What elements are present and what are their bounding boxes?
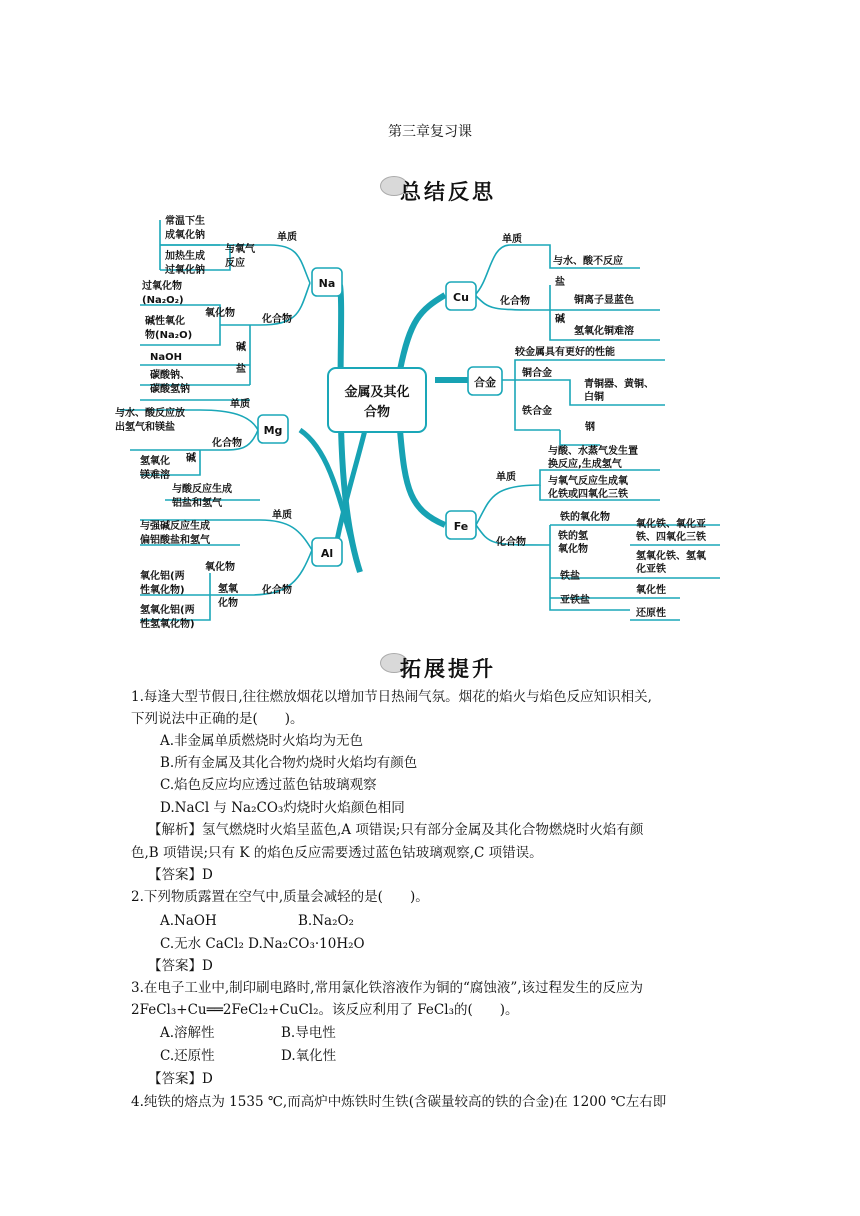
q2-option-a: A.NaOH [160, 913, 217, 929]
q3-option-c: C.还原性 [160, 1048, 215, 1064]
na-jianxing-1: 碱性氧化 [145, 316, 185, 327]
na-yan: 盐 [236, 364, 246, 375]
na-changwen-2: 成氧化钠 [165, 230, 205, 241]
center-node [328, 368, 426, 432]
q3-line2: 2FeCl₃+Cu══2FeCl₂+CuCl₂。该反应利用了 FeCl₃的( )。 [131, 1002, 519, 1018]
q1-answer: 【答案】D [148, 867, 213, 883]
mg-qing-1: 氢氧化 [140, 456, 170, 467]
q3-option-d: D.氧化性 [281, 1048, 337, 1064]
alloy-cu: 铜合金 [522, 368, 552, 379]
al-base-1: 与强碱反应生成 [140, 521, 210, 532]
hub-alloy-label: 合金 [474, 376, 496, 389]
page-title: 第三章复习课 [388, 124, 472, 140]
fe-yatieyan: 亚铁盐 [560, 595, 590, 606]
al-huahewu: 化合物 [262, 585, 292, 596]
hub-fe-label: Fe [453, 520, 469, 533]
hub-mg-label: Mg [263, 424, 283, 437]
fe-danzhi: 单质 [496, 472, 516, 483]
fe-hydroxides-list-1: 氢氧化铁、氢氧 [636, 551, 706, 562]
al-acid-1: 与酸反应生成 [172, 484, 232, 495]
hub-cu-label: Cu [453, 291, 469, 304]
mg-react-1: 与水、酸反应放 [115, 408, 185, 419]
fe-oxides-list-1: 氧化铁、氧化亚 [636, 519, 706, 530]
na-yuyangqi-1: 与氧气 [225, 244, 255, 255]
mg-huahewu: 化合物 [212, 438, 242, 449]
fe-water-1: 与酸、水蒸气发生置 [548, 446, 638, 457]
na-changwen-1: 常温下生 [165, 216, 205, 227]
al-oxide-2: 性氧化物) [140, 585, 185, 596]
q2-option-cd: C.无水 CaCl₂ D.Na₂CO₃·10H₂O [160, 936, 365, 952]
fe-hydroxides-2: 氧化物 [558, 544, 588, 555]
cu-jian: 碱 [555, 314, 565, 325]
hub-al-label: Al [320, 547, 334, 560]
alloy-bronze-2: 白铜 [584, 392, 604, 403]
na-tansuan-2: 碳酸氢钠 [150, 384, 190, 395]
fe-hydroxides-1: 铁的氢 [558, 531, 588, 542]
na-jianxing-2: 物(Na₂O) [145, 330, 193, 341]
mind-map [0, 200, 860, 640]
fe-water-2: 换反应,生成氢气 [548, 459, 622, 470]
na-jiare-1: 加热生成 [165, 251, 205, 262]
cu-danzhi: 单质 [502, 234, 522, 245]
section-heading-summary: 总结反思 [400, 180, 496, 204]
na-danzhi: 单质 [277, 232, 297, 243]
trunk-fe [400, 430, 445, 525]
q1-option-c: C.焰色反应均应透过蓝色钴玻璃观察 [160, 777, 377, 793]
q1-option-a: A.非金属单质燃烧时火焰均为无色 [160, 733, 364, 749]
na-tansuan-1: 碳酸钠、 [150, 370, 190, 381]
na-huahewu: 化合物 [262, 314, 292, 325]
alloy-bronze-1: 青铜器、黄铜、 [584, 379, 654, 390]
mg-qing-2: 镁难溶 [140, 470, 170, 481]
q2-option-b: B.Na₂O₂ [298, 913, 354, 929]
cu-yan: 盐 [555, 277, 565, 288]
fe-oxidizing: 氧化性 [636, 585, 666, 596]
mg-danzhi: 单质 [230, 399, 250, 410]
q3-option-a: A.溶解性 [160, 1025, 215, 1041]
mg-react-2: 出氢气和镁盐 [115, 422, 175, 433]
q3-answer: 【答案】D [148, 1071, 213, 1087]
q3-option-b: B.导电性 [281, 1025, 336, 1041]
na-yuyangqi-2: 反应 [225, 258, 245, 269]
na-jiare-2: 过氧化钠 [165, 265, 205, 276]
na-yanghuawu: 氧化物 [205, 308, 235, 319]
trunk-cu [400, 295, 445, 370]
q2-line1: 2.下列物质露置在空气中,质量会减轻的是( )。 [131, 889, 429, 905]
fe-reducing: 还原性 [636, 608, 666, 619]
mg-jian: 碱 [186, 453, 196, 464]
q1-line2: 下列说法中正确的是( )。 [131, 711, 304, 727]
fe-hydroxides-list-2: 化亚铁 [636, 564, 666, 575]
cu-insoluble: 氢氧化铜难溶 [574, 326, 634, 337]
cu-huahewu: 化合物 [500, 296, 530, 307]
hub-na-label: Na [318, 277, 336, 290]
alloy-steel: 钢 [585, 422, 595, 433]
al-hydroxide-2: 性氢氧化物) [140, 619, 195, 630]
fe-oxygen-1: 与氧气反应生成氧 [548, 476, 628, 487]
fe-huahewu: 化合物 [496, 537, 526, 548]
al-hydroxide-1: 氢氧化铝(两 [140, 605, 195, 616]
fe-oxides-list-2: 铁、四氧化三铁 [636, 532, 706, 543]
al-base-2: 偏铝酸盐和氢气 [140, 535, 210, 546]
al-oxide-1: 氧化铝(两 [140, 571, 185, 582]
alloy-better: 较金属具有更好的性能 [515, 347, 615, 358]
q1-line1: 1.每逢大型节假日,往往燃放烟花以增加节日热闹气氛。烟花的焰火与焰色反应知识相关, [131, 689, 652, 705]
section-heading-extension: 拓展提升 [400, 657, 496, 681]
center-label-1: 金属及其化 [344, 385, 410, 400]
q1-option-d: D.NaCl 与 Na₂CO₃灼烧时火焰颜色相同 [160, 800, 405, 816]
cu-blue: 铜离子显蓝色 [574, 295, 634, 306]
fe-oxygen-2: 化铁或四氧化三铁 [548, 489, 628, 500]
fe-tieyan: 铁盐 [560, 571, 580, 582]
q3-line1: 3.在电子工业中,制印刷电路时,常用氯化铁溶液作为铜的“腐蚀液”,该过程发生的反应为 [131, 980, 644, 996]
al-danzhi: 单质 [272, 510, 292, 521]
al-qingyang-1: 氢氧 [218, 584, 238, 595]
q2-answer: 【答案】D [148, 958, 213, 974]
na-guoyang-2: (Na₂O₂) [142, 295, 184, 306]
al-acid-2: 铝盐和氢气 [172, 498, 222, 509]
q4-line1: 4.纯铁的熔点为 1535 ℃,而高炉中炼铁时生铁(含碳量较高的铁的合金)在 1200 ℃左右即 [131, 1094, 667, 1110]
fe-oxides: 铁的氧化物 [560, 512, 610, 523]
al-yanghuawu: 氧化物 [205, 562, 235, 573]
al-qingyang-2: 化物 [218, 598, 238, 609]
alloy-fe: 铁合金 [522, 406, 552, 417]
q1-option-b: B.所有金属及其化合物灼烧时火焰均有颜色 [160, 755, 418, 771]
na-naoh: NaOH [150, 352, 182, 363]
q1-explanation-2: 色,B 项错误;只有 K 的焰色反应需要透过蓝色钴玻璃观察,C 项错误。 [131, 845, 543, 861]
center-label-2: 合物 [363, 405, 391, 420]
na-jian: 碱 [236, 342, 246, 353]
q1-explanation-1: 【解析】氢气燃烧时火焰呈蓝色,A 项错误;只有部分金属及其化合物燃烧时火焰有颜 [148, 822, 644, 838]
na-guoyang-1: 过氧化物 [142, 281, 182, 292]
cu-no-react: 与水、酸不反应 [553, 256, 623, 267]
